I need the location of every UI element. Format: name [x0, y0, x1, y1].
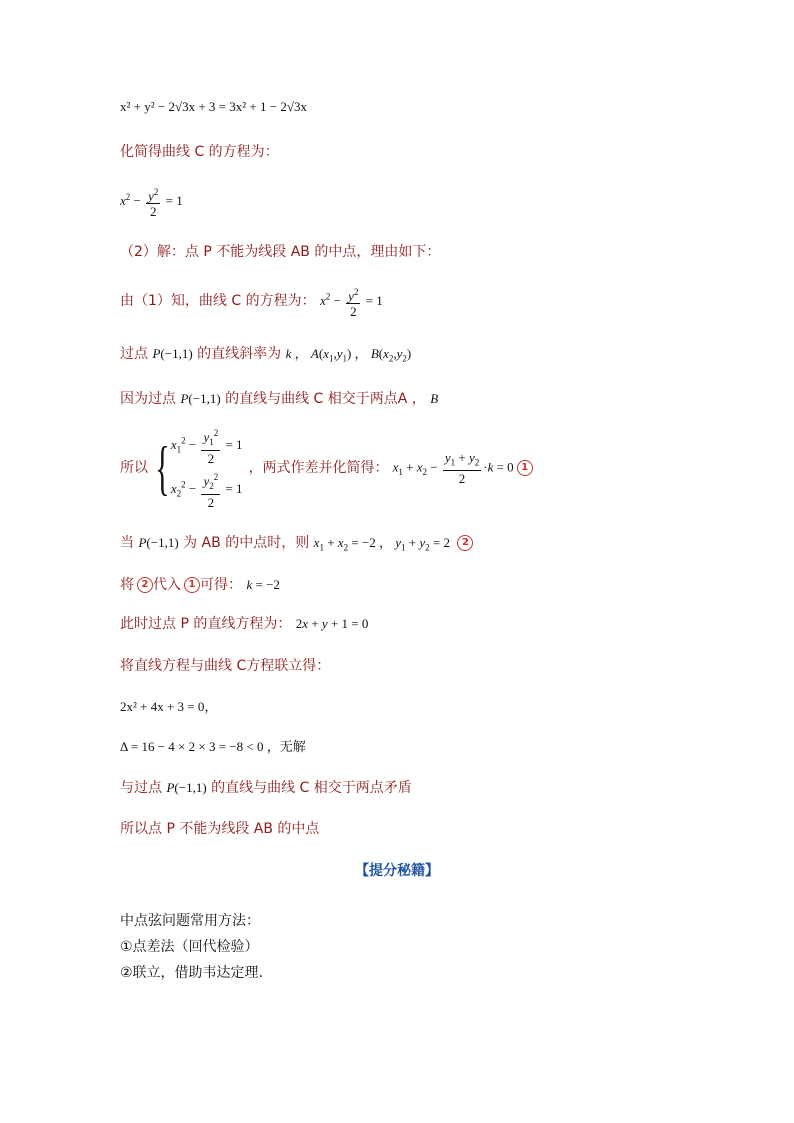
text-contradiction: 与过点 P(−1,1) 的直线与曲线 C 相交于两点矛盾 [120, 780, 412, 796]
text-simplify: 化简得曲线 C 的方程为： [120, 144, 279, 160]
circled-one-badge: 1 [184, 577, 200, 593]
text-line-eq: 此时过点 P 的直线方程为： 2x + y + 1 = 0 [120, 616, 369, 632]
text-part2: （2）解：点 P 不能为线段 AB 的中点，理由如下： [120, 244, 441, 260]
tips-heading: 中点弦问题常用方法： [120, 913, 260, 929]
text-system: 所以 { $x_1^2$ − $\frac{y_1^2}{2}$ = 1 $x_2^2$ − $\frac{y_2^2}{2}$ = 1 ，两式作差并化简得： $x_1 + x_2$ − $\frac{y_1 + y_2}{2}$ ·k = 0 1 [120, 428, 533, 508]
equation-text: x² + y² − 2√3x + 3 = 3x² + 1 − 2√3x [120, 99, 307, 114]
curve-equation: $x^2$ − $\frac{y^2}{2}$ = 1 [120, 187, 183, 220]
equation-expanded [120, 98, 307, 116]
text-combine: 将直线方程与曲线 C方程联立得： [120, 658, 331, 674]
circled-two-badge: 2 [137, 577, 153, 593]
equation-quadratic: 2x² + 4x + 3 = 0， [120, 699, 218, 714]
text-from-part1: 由（1）知，曲线 C 的方程为： $x^2$ − $\frac{y^2}{2}$ = 1 [120, 287, 383, 320]
text-intersect: 因为过点 P(−1,1) 的直线与曲线 C 相交于两点A ， B [120, 391, 439, 407]
equation-discriminant: Δ = 16 − 4 × 2 × 3 = −8 < 0 ，无解 [120, 739, 306, 754]
circled-two-badge: 2 [457, 535, 473, 551]
text-conclusion: 所以点 P 不能为线段 AB 的中点 [120, 821, 320, 837]
section-title: 【提分秘籍】 [355, 863, 439, 879]
circled-one-badge: 1 [517, 460, 533, 476]
text-midpoint: 当 P(−1,1) 为 AB 的中点时，则 $x_1 + x_2 = -2$ ， $y_1 + y_2 = 2$ 2 [120, 534, 473, 557]
tips-item-2: ②联立，借助韦达定理. [120, 965, 264, 981]
text-substitute: 将 2 代入 1 可得： k = −2 [120, 577, 280, 593]
tips-item-1: ①点差法（回代检验） [120, 939, 259, 955]
equation-system: { $x_1^2$ − $\frac{y_1^2}{2}$ = 1 $x_2^2$ − $\frac{y_2^2}{2}$ = 1 [155, 428, 243, 510]
text-slope: 过点 P(−1,1) 的直线斜率为 k ， $A(x_1,y_1)$ ， $B(x_2,y_2)$ [120, 346, 412, 364]
